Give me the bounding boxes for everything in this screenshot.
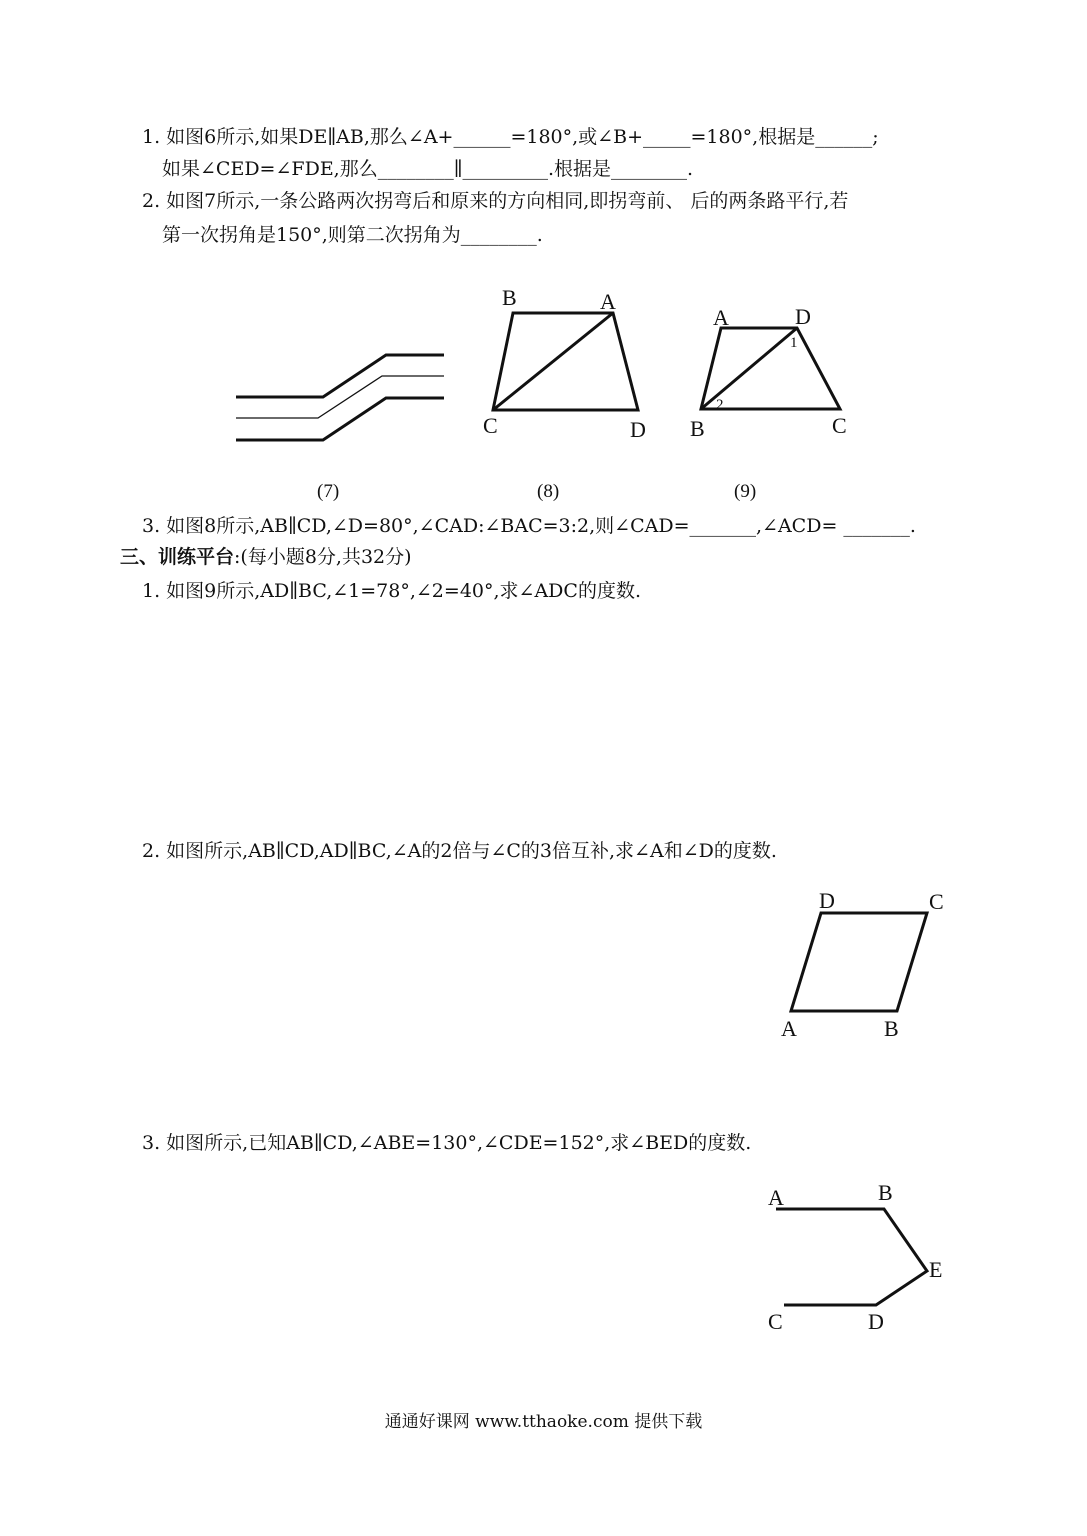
bend-label-a: A xyxy=(768,1185,784,1210)
q1-line2: 如果∠CED=∠FDE,那么________∥_________.根据是________. xyxy=(162,158,694,180)
bend-label-b: B xyxy=(878,1180,893,1205)
fig9-angle-1: 1 xyxy=(790,335,798,351)
para-label-d: D xyxy=(819,888,835,913)
para-label-b: B xyxy=(884,1016,899,1041)
fig9-label-c: C xyxy=(832,413,847,438)
section3-subtitle: :(每小题8分,共32分) xyxy=(234,546,412,568)
bend-label-c: C xyxy=(768,1309,783,1334)
bend-label-d: D xyxy=(868,1309,884,1334)
section3-title: 三、训练平台 xyxy=(120,546,235,568)
figure-7-road xyxy=(236,355,444,440)
para-label-a: A xyxy=(781,1016,797,1041)
q2-line2: 第一次拐角是150°,则第二次拐角为________. xyxy=(162,224,543,246)
parallelogram-figure xyxy=(791,913,927,1011)
fig9-label-a: A xyxy=(713,305,729,330)
bend-label-e: E xyxy=(929,1257,943,1282)
fig9-angle-2: 2 xyxy=(716,397,724,413)
para-label-c: C xyxy=(929,889,944,914)
figure-8-trapezoid xyxy=(493,313,638,410)
fig9-caption: (9) xyxy=(734,481,757,502)
fig9-label-d: D xyxy=(795,304,811,329)
fig8-label-d: D xyxy=(630,417,646,442)
q2-line1: 2. 如图7所示,一条公路两次拐弯后和原来的方向相同,即拐弯前、 后的两条路平行,若 xyxy=(142,190,849,212)
problem-2: 2. 如图所示,AB∥CD,AD∥BC,∠A的2倍与∠C的3倍互补,求∠A和∠D的度数. xyxy=(142,840,777,862)
fig8-label-c: C xyxy=(483,413,498,438)
fig9-label-b: B xyxy=(690,416,705,441)
section3-header xyxy=(120,544,412,570)
problem-3: 3. 如图所示,已知AB∥CD,∠ABE=130°,∠CDE=152°,求∠BED的度数. xyxy=(142,1132,752,1154)
footer-source: 通通好课网 www.tthaoke.com 提供下载 xyxy=(384,1412,703,1432)
fig8-label-b: B xyxy=(502,285,517,310)
problem-1: 1. 如图9所示,AD∥BC,∠1=78°,∠2=40°,求∠ADC的度数. xyxy=(142,580,641,602)
q1-line1: 1. 如图6所示,如果DE∥AB,那么∠A+______=180°,或∠B+_____=180°,根据是______; xyxy=(142,126,879,148)
fig8-label-a: A xyxy=(600,289,616,314)
fig7-caption: (7) xyxy=(317,481,340,502)
q3-line: 3. 如图8所示,AB∥CD,∠D=80°,∠CAD:∠BAC=3:2,则∠CAD=_______,∠ACD= _______. xyxy=(142,515,916,537)
bend-figure xyxy=(776,1209,927,1305)
fig8-caption: (8) xyxy=(537,481,560,502)
